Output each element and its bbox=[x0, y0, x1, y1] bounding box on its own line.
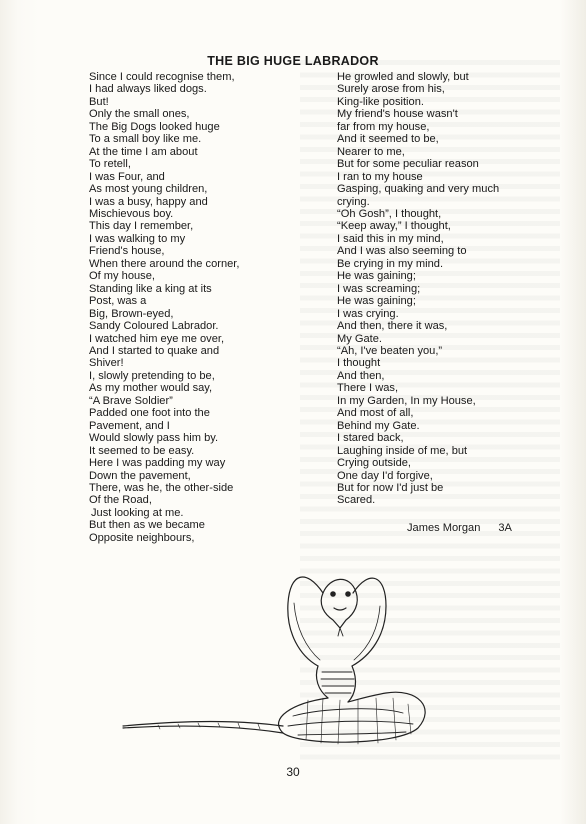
poem-right-line: I was screaming; bbox=[337, 282, 421, 295]
poem-left-line: As most young children, bbox=[89, 183, 208, 196]
poem-right-line: And most of all, bbox=[337, 407, 414, 420]
poem-right-line: I thought bbox=[337, 357, 381, 370]
poem-left-line: The Big Dogs looked huge bbox=[89, 120, 220, 133]
poem-left-line: I watched him eye me over, bbox=[89, 332, 225, 345]
poem-left-line: It seemed to be easy. bbox=[89, 444, 195, 457]
poem-left-line: “A Brave Soldier” bbox=[89, 394, 173, 407]
poem-right-line: crying. bbox=[337, 195, 370, 208]
poem-right-line: He was gaining; bbox=[337, 295, 416, 308]
poem-right-line: far from my house, bbox=[337, 120, 430, 133]
poem-right-line: And it seemed to be, bbox=[337, 133, 439, 146]
poem-left-line: To a small boy like me. bbox=[89, 133, 202, 146]
poem-right-line: “Keep away,” I thought, bbox=[337, 220, 451, 233]
poem-left-line: Mischievous boy. bbox=[89, 207, 174, 220]
poem-left-line: Just looking at me. bbox=[91, 506, 184, 519]
poem-right-line: Nearer to me, bbox=[337, 145, 405, 158]
poem-right-line: My Gate. bbox=[337, 332, 383, 345]
poem-left-line: Would slowly pass him by. bbox=[89, 432, 219, 445]
poem-right-column bbox=[337, 71, 557, 507]
poem-left-line: But then as we became bbox=[89, 519, 205, 532]
poem-left-line: Post, was a bbox=[89, 295, 147, 308]
poem-right-line: Behind my Gate. bbox=[337, 419, 420, 432]
poem-left-line: Only the small ones, bbox=[89, 108, 190, 121]
poem-right-line: Laughing inside of me, but bbox=[337, 444, 468, 457]
poem-left-line: Down the pavement, bbox=[89, 469, 191, 482]
poem-left-line: Pavement, and I bbox=[89, 419, 170, 432]
poem-right-line: My friend's house wasn't bbox=[337, 108, 458, 121]
poem-left-line: There, was he, the other-side bbox=[89, 481, 234, 494]
poem-right-line: He growled and slowly, but bbox=[337, 71, 469, 83]
poem-right-line: And then, bbox=[337, 369, 385, 382]
poem-left-column bbox=[89, 71, 294, 544]
poem-left-line: As my mother would say, bbox=[89, 382, 213, 395]
poem-right-line: Gasping, quaking and very much bbox=[337, 183, 500, 196]
poem-right-line: Be crying in my mind. bbox=[337, 257, 444, 270]
poem-right-line: But for now I'd just be bbox=[337, 481, 444, 494]
poem-left-line: Sandy Coloured Labrador. bbox=[89, 320, 219, 333]
poem-left-line: Of my house, bbox=[89, 270, 155, 283]
poem-left-line: To retell, bbox=[89, 158, 131, 171]
poem-left-line: At the time I am about bbox=[89, 145, 198, 158]
poem-title: THE BIG HUGE LABRADOR bbox=[207, 54, 379, 68]
poem-right-line: “Ah, I've beaten you,” bbox=[337, 344, 443, 357]
poem-left-line: I was walking to my bbox=[89, 232, 186, 245]
page-number: 30 bbox=[286, 765, 300, 779]
poem-right-line: I said this in my mind, bbox=[337, 232, 444, 245]
poem-right-line: One day I'd forgive, bbox=[337, 469, 433, 482]
poem-left-line: Here I was padding my way bbox=[89, 457, 226, 470]
poem-left-line: When there around the corner, bbox=[89, 257, 240, 270]
poem-left-line: I, slowly pretending to be, bbox=[89, 369, 215, 382]
poem-right-line: He was gaining; bbox=[337, 270, 416, 283]
poem-right-line: Scared. bbox=[337, 494, 376, 507]
poem-left-line: Since I could recognise them, bbox=[89, 71, 235, 83]
poem-left-line: Standing like a king at its bbox=[89, 282, 212, 295]
poem-right-line: In my Garden, In my House, bbox=[337, 394, 476, 407]
poem-right-line: There I was, bbox=[337, 382, 399, 395]
poem-right-line: And then, there it was, bbox=[337, 320, 448, 333]
poem-left-line: But! bbox=[89, 95, 109, 108]
poem-right-line: And I was also seeming to bbox=[337, 245, 467, 258]
poem-right-line: Surely arose from his, bbox=[337, 83, 445, 96]
poem-left-line: Big, Brown-eyed, bbox=[89, 307, 174, 320]
poem-left-line: Padded one foot into the bbox=[89, 407, 210, 420]
poem-right-line: King-like position. bbox=[337, 95, 424, 108]
author-signature bbox=[407, 522, 512, 534]
poem-right-line: I was crying. bbox=[337, 307, 399, 320]
poem-left-line: I was Four, and bbox=[89, 170, 165, 183]
author-class: 3A bbox=[498, 522, 512, 534]
poem-left-line: Opposite neighbours, bbox=[89, 531, 195, 544]
poem-left-line: I had always liked dogs. bbox=[89, 83, 207, 96]
cobra-snake-icon bbox=[118, 548, 468, 748]
author-name: James Morgan bbox=[407, 522, 481, 534]
poem-left-line: Of the Road, bbox=[89, 494, 152, 507]
poem-left-line: I was a busy, happy and bbox=[89, 195, 208, 208]
poem-right-line: I stared back, bbox=[337, 432, 404, 445]
poem-right-line: Crying outside, bbox=[337, 457, 411, 470]
poem-right-line: But for some peculiar reason bbox=[337, 158, 479, 171]
poem-right-line: I ran to my house bbox=[337, 170, 423, 183]
poem-left-line: This day I remember, bbox=[89, 220, 194, 233]
poem-left-line: Shiver! bbox=[89, 357, 124, 370]
poem-right-line: “Oh Gosh”, I thought, bbox=[337, 207, 442, 220]
poem-left-line: And I started to quake and bbox=[89, 344, 220, 357]
poem-left-line: Friend's house, bbox=[89, 245, 165, 258]
